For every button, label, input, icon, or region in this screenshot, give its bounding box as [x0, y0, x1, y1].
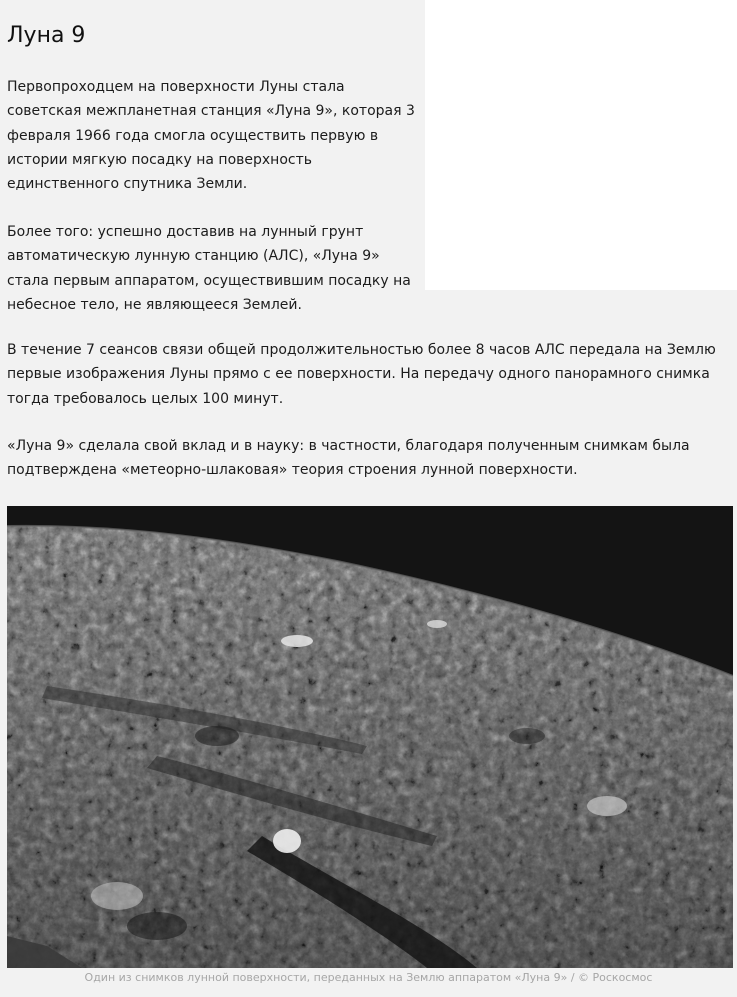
photo-caption: Один из снимков лунной поверхности, переданных на Землю аппаратом «Луна 9» / © Роскосмос	[84, 971, 653, 984]
paragraph-line: единственного спутника Земли.	[7, 176, 248, 193]
paragraph-line: Более того: успешно доставив на лунный грунт	[7, 224, 364, 240]
paragraph-line: истории мягкую посадку на поверхность	[7, 151, 312, 168]
paragraph-line: Первопроходцем на поверхности Луны стала	[7, 79, 345, 95]
paragraph-line: небесное тело, не являющееся Землей.	[7, 296, 302, 313]
paragraph-line: первые изображения Луны прямо с ее поверхности. На передачу одного панорамного снимка	[7, 366, 710, 383]
lunar-surface-image	[7, 506, 733, 968]
paragraph-2	[7, 220, 411, 317]
paragraph-line: февраля 1966 года смогла осуществить первую в	[7, 127, 379, 144]
lunar-surface-photo	[7, 506, 733, 968]
paragraph-line: «Луна 9» сделала свой вклад и в науку: в частности, благодаря полученным снимкам была	[7, 438, 690, 454]
paragraph-line: автоматическую лунную станцию (АЛС), «Луна 9»	[7, 248, 380, 265]
paragraph-line: подтверждена «метеорно-шлаковая» теория строения лунной поверхности.	[7, 462, 578, 479]
paragraph-3	[7, 338, 716, 411]
article-title: Луна 9	[7, 23, 86, 48]
paragraph-line: В течение 7 сеансов связи общей продолжительностью более 8 часов АЛС передала на Землю	[7, 342, 716, 358]
background-panel	[425, 0, 737, 290]
paragraph-line: стала первым аппаратом, осуществившим посадку на	[7, 272, 411, 289]
paragraph-line: тогда требовалось целых 100 минут.	[7, 390, 284, 407]
paragraph-line: советская межпланетная станция «Луна 9», которая 3	[7, 103, 415, 120]
paragraph-1	[7, 75, 415, 196]
paragraph-4	[7, 434, 690, 483]
